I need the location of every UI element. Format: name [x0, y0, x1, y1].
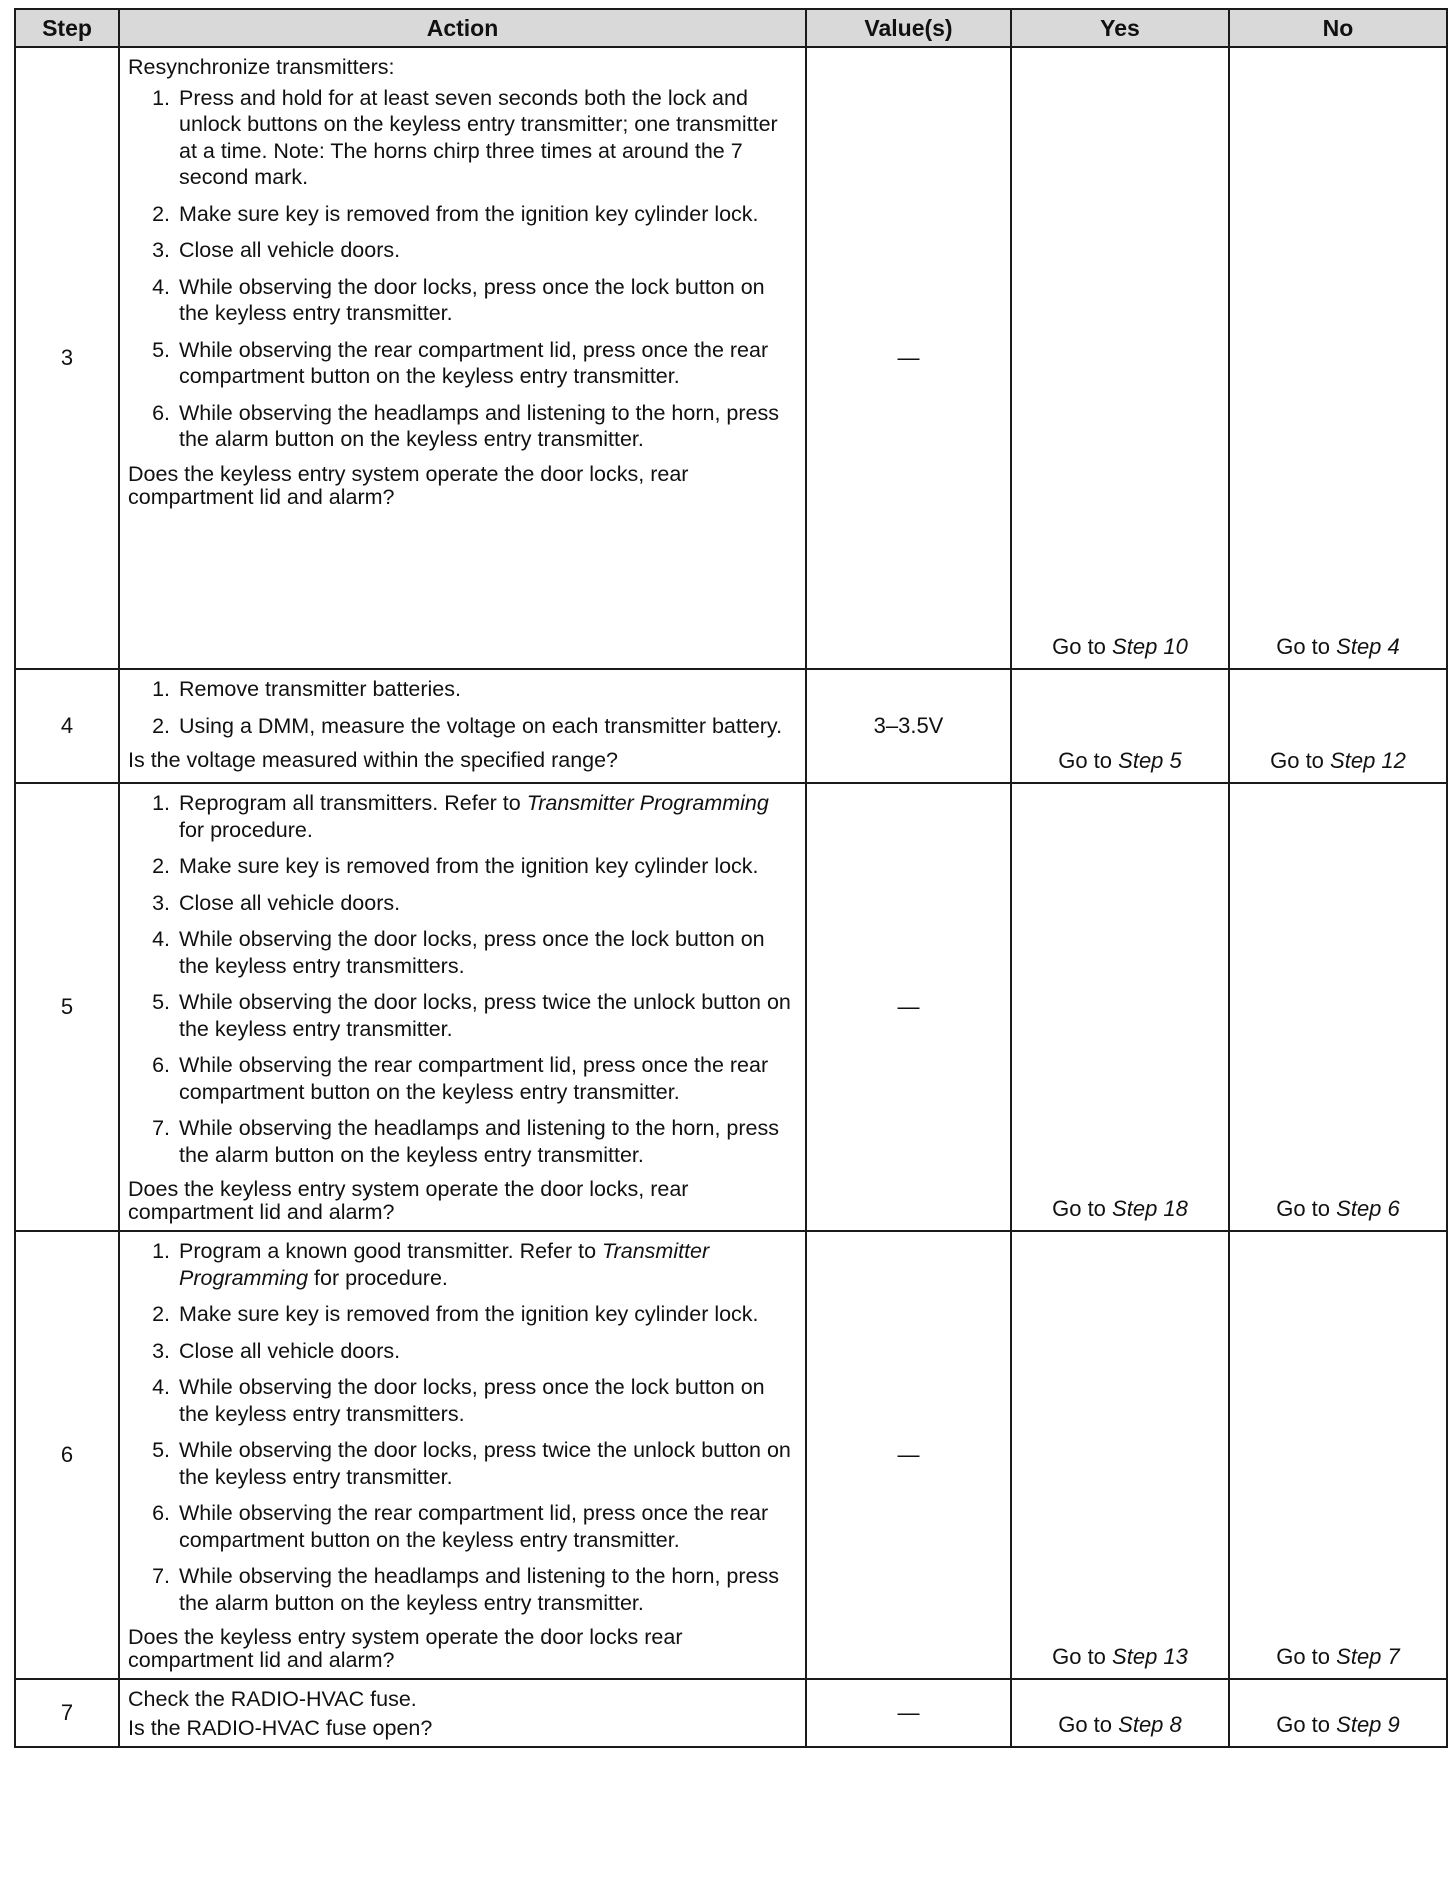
action-step-text: While observing the door locks, press once the lock button on the keyless entry transmitters. [179, 927, 765, 978]
action-step-item [128, 853, 797, 880]
action-cell [119, 783, 806, 1231]
diagnostic-table [14, 8, 1448, 1748]
action-cell [119, 1231, 806, 1679]
no-goto-label: Go to [1270, 748, 1324, 773]
action-intro: Check the RADIO-HVAC fuse. [128, 1687, 417, 1711]
yes-goto-label: Go to [1058, 1711, 1113, 1737]
no-goto-label: Go to [1276, 1711, 1331, 1737]
table-row [15, 669, 1447, 783]
no-cell [1229, 669, 1447, 783]
action-step-number: 2. [152, 201, 170, 226]
action-step-number: 5. [152, 990, 170, 1014]
step-number: 7 [15, 1679, 119, 1747]
action-step-item [128, 989, 797, 1042]
header-values: Value(s) [806, 9, 1011, 47]
action-step-text: While observing the headlamps and listening to the horn, press the alarm button on the keyless entry transmitter. [179, 1564, 779, 1615]
action-step-list [128, 85, 797, 453]
no-goto-label: Go to [1276, 634, 1331, 659]
action-step-item [128, 1052, 797, 1105]
no-step-link[interactable]: Step 9 [1336, 1711, 1400, 1737]
yes-goto-label: Go to [1052, 1644, 1106, 1669]
step-number: 5 [15, 783, 119, 1231]
no-step-link[interactable]: Step 6 [1336, 1196, 1400, 1221]
value-cell: — [806, 783, 1011, 1231]
action-step-item [128, 676, 797, 703]
action-question: Does the keyless entry system operate the door locks rear compartment lid and alarm? [128, 1625, 683, 1672]
action-cell [119, 47, 806, 669]
action-question: Is the RADIO-HVAC fuse open? [128, 1715, 433, 1740]
action-step-list [128, 676, 797, 739]
action-step-text: While observing the door locks, press twice the unlock button on the keyless entry transmitter. [179, 990, 791, 1041]
action-step-text-after: for procedure. [314, 1265, 448, 1290]
step-number: 3 [15, 47, 119, 669]
action-step-number: 1. [152, 85, 170, 110]
action-step-item [128, 790, 797, 843]
action-step-number: 1. [152, 1239, 170, 1263]
action-step-text: Close all vehicle doors. [179, 238, 401, 262]
yes-step-link[interactable]: Step 10 [1112, 634, 1188, 659]
action-step-text: While observing the rear compartment lid, press once the rear compartment button on the keyless entry transmitter. [179, 1053, 769, 1104]
yes-goto-label: Go to [1052, 1196, 1106, 1221]
action-step-list [128, 1238, 797, 1616]
action-step-number: 4. [152, 1375, 170, 1399]
no-cell [1229, 47, 1447, 669]
action-step-number: 4. [152, 927, 170, 951]
action-step-text: Close all vehicle doors. [179, 890, 401, 915]
action-step-number: 3. [152, 1338, 170, 1363]
action-step-text: Make sure key is removed from the ignition key cylinder lock. [179, 201, 759, 226]
step-number: 6 [15, 1231, 119, 1679]
no-goto-label: Go to [1276, 1196, 1331, 1221]
action-step-item [128, 1115, 797, 1168]
yes-cell [1011, 783, 1229, 1231]
yes-step-link[interactable]: Step 18 [1112, 1196, 1188, 1221]
action-step-item [128, 337, 797, 390]
value-cell: — [806, 1231, 1011, 1679]
action-step-item [128, 1374, 797, 1427]
action-step-item [128, 1238, 797, 1291]
action-cell [119, 1679, 806, 1747]
action-step-number: 6. [152, 400, 170, 425]
action-step-item [128, 1563, 797, 1616]
no-step-link[interactable]: Step 4 [1336, 634, 1400, 659]
reference-document: Transmitter Programming [526, 791, 769, 815]
action-step-text: Make sure key is removed from the ignition key cylinder lock. [179, 854, 759, 878]
action-step-item [128, 201, 797, 228]
action-step-number: 7. [152, 1116, 170, 1140]
no-cell [1229, 1679, 1447, 1747]
value-cell: — [806, 1679, 1011, 1747]
value-cell: — [806, 47, 1011, 669]
action-step-number: 5. [152, 337, 170, 362]
action-step-number: 5. [152, 1438, 170, 1462]
action-step-number: 7. [152, 1564, 170, 1588]
no-cell [1229, 1231, 1447, 1679]
action-step-number: 3. [152, 238, 170, 262]
action-step-number: 6. [152, 1501, 170, 1525]
action-step-item [128, 926, 797, 979]
action-step-number: 2. [152, 1302, 170, 1326]
action-step-item [128, 890, 797, 917]
action-step-text [179, 1238, 797, 1291]
table-row [15, 1231, 1447, 1679]
yes-goto-label: Go to [1052, 634, 1106, 659]
table-row [15, 783, 1447, 1231]
yes-step-link[interactable]: Step 8 [1118, 1711, 1182, 1737]
reference-document: Transmitter Programming [179, 1239, 710, 1290]
header-action: Action [119, 9, 806, 47]
action-step-number: 4. [152, 274, 170, 299]
action-step-number: 1. [152, 677, 170, 701]
yes-step-link[interactable]: Step 5 [1118, 748, 1182, 773]
action-step-number: 2. [152, 854, 170, 878]
header-yes: Yes [1011, 9, 1229, 47]
yes-cell [1011, 669, 1229, 783]
table-row [15, 47, 1447, 669]
action-step-text: While observing the headlamps and listening to the horn, press the alarm button on the keyless entry transmitter. [179, 400, 779, 451]
action-step-item [128, 1500, 797, 1553]
action-cell [119, 669, 806, 783]
action-step-item [128, 1301, 797, 1328]
table-row [15, 1679, 1447, 1747]
action-step-item [128, 85, 797, 191]
action-step-text [179, 790, 797, 843]
no-cell [1229, 783, 1447, 1231]
action-step-item [128, 713, 797, 740]
action-step-text: Remove transmitter batteries. [179, 677, 461, 701]
action-step-text: Make sure key is removed from the ignition key cylinder lock. [179, 1302, 759, 1326]
no-step-link[interactable]: Step 12 [1330, 748, 1406, 773]
action-step-text: While observing the rear compartment lid, press once the rear compartment button on the keyless entry transmitter. [179, 1501, 769, 1552]
value-cell: 3–3.5V [806, 669, 1011, 783]
no-step-link[interactable]: Step 7 [1336, 1644, 1400, 1669]
action-step-item [128, 274, 797, 327]
yes-cell [1011, 1231, 1229, 1679]
table-header-row [15, 9, 1447, 47]
action-question: Does the keyless entry system operate the door locks, rear compartment lid and alarm? [128, 1177, 689, 1224]
action-step-item [128, 1437, 797, 1490]
yes-cell [1011, 47, 1229, 669]
action-step-text: Press and hold for at least seven seconds both the lock and unlock buttons on the keyless entry transmitter; one transmitter at a time. Note: The horns chirp three times at around the 7 second mark. [179, 85, 778, 189]
header-no: No [1229, 9, 1447, 47]
action-intro: Resynchronize transmitters: [128, 55, 395, 79]
action-question: Is the voltage measured within the specified range? [128, 748, 619, 772]
action-step-text: While observing the headlamps and listening to the horn, press the alarm button on the keyless entry transmitter. [179, 1116, 779, 1167]
header-step: Step [15, 9, 119, 47]
action-step-text: While observing the door locks, press once the lock button on the keyless entry transmitters. [179, 1375, 765, 1426]
action-step-number: 3. [152, 890, 170, 915]
action-step-text: While observing the door locks, press once the lock button on the keyless entry transmitter. [179, 274, 765, 325]
action-step-text: While observing the door locks, press twice the unlock button on the keyless entry transmitter. [179, 1438, 791, 1489]
action-step-number: 1. [152, 791, 170, 815]
step-number: 4 [15, 669, 119, 783]
table-body [15, 47, 1447, 1747]
yes-goto-label: Go to [1058, 748, 1113, 773]
action-step-item [128, 1338, 797, 1365]
action-step-number: 6. [152, 1053, 170, 1077]
no-goto-label: Go to [1276, 1644, 1331, 1669]
action-step-text-before: Program a known good transmitter. Refer to [179, 1239, 597, 1263]
action-step-text-before: Reprogram all transmitters. Refer to [179, 791, 521, 815]
action-step-item [128, 400, 797, 453]
action-step-number: 2. [152, 713, 170, 738]
action-step-text-after: for procedure. [179, 817, 313, 842]
yes-cell [1011, 1679, 1229, 1747]
action-step-text: Using a DMM, measure the voltage on each transmitter battery. [179, 713, 783, 738]
yes-step-link[interactable]: Step 13 [1112, 1644, 1188, 1669]
action-step-text: While observing the rear compartment lid, press once the rear compartment button on the keyless entry transmitter. [179, 337, 769, 388]
action-step-item [128, 237, 797, 264]
action-question: Does the keyless entry system operate the door locks, rear compartment lid and alarm? [128, 461, 689, 509]
action-step-text: Close all vehicle doors. [179, 1338, 401, 1363]
action-step-list [128, 790, 797, 1168]
